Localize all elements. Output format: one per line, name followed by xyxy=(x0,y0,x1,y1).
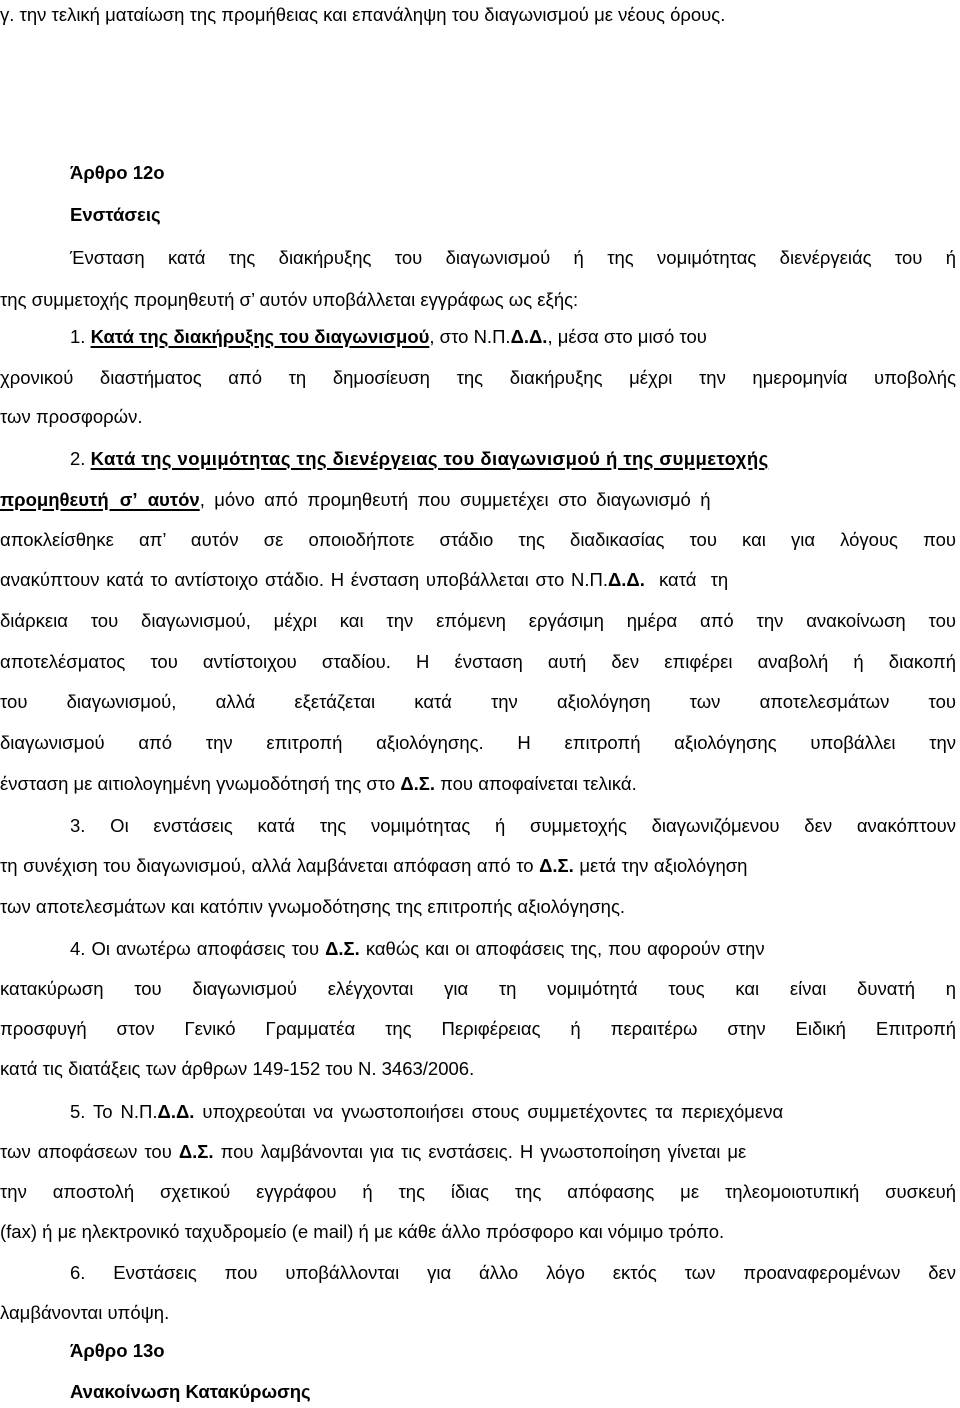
text-run: λαμβάνονται υπόψη. xyxy=(0,1302,170,1323)
abbreviation: Δ.Δ. xyxy=(607,569,645,590)
text-run: μετά την αξιολόγηση xyxy=(573,855,748,876)
heading-text: Άρθρο 12ο xyxy=(70,162,165,183)
text-run: υποχρεούται να γνωστοποιήσει στους συμμετέχοντες τα περιεχόμενα xyxy=(194,1101,784,1122)
text-line xyxy=(0,1298,900,1328)
paragraph-4-line xyxy=(70,934,960,964)
text-run: Ένσταση κατά της διακήρυξης του διαγωνισμού ή της νομιμότητας διενέργειάς του ή xyxy=(70,247,956,268)
text-run: των αποφάσεων του xyxy=(0,1141,179,1162)
text-line xyxy=(0,647,956,677)
abbreviation: Δ.Δ. xyxy=(510,326,548,347)
text-run: , μόνο από προμηθευτή που συμμετέχει στο διαγωνισμό ή xyxy=(199,489,711,510)
abbreviation: Δ.Δ. xyxy=(157,1101,195,1122)
text-run: χρονικού διαστήματος από τη δημοσίευση της διακήρυξης μέχρι την ημερομηνία υποβολής xyxy=(0,367,956,388)
text-line xyxy=(0,974,956,1004)
text-run: που λαμβάνονται για τις ενστάσεις. Η γνωστοποίηση γίνεται με xyxy=(213,1141,747,1162)
abbreviation: Δ.Σ. xyxy=(400,773,435,794)
text-line xyxy=(0,402,900,432)
text-run: ανακύπτουν κατά το αντίστοιχο στάδιο. Η ένσταση υποβάλλεται στο Ν.Π. xyxy=(0,569,608,590)
text-run: 4. Οι ανωτέρω αποφάσεις του xyxy=(70,938,326,959)
text-run: 5. Το Ν.Π. xyxy=(70,1101,158,1122)
text-run: 3. Οι ενστάσεις κατά της νομιμότητας ή συμμετοχής διαγωνιζόμενου δεν ανακόπτουν xyxy=(70,815,956,836)
article-13-title xyxy=(70,1377,670,1407)
text-line xyxy=(0,1217,960,1247)
text-line xyxy=(0,1137,960,1167)
heading-text: Άρθρο 13ο xyxy=(70,1340,165,1361)
emphasized-heading: Κατά της νομιμότητας της διενέργειας του διαγωνισμού ή της συμμετοχής xyxy=(90,448,769,469)
item-number: 1. xyxy=(70,326,91,347)
text-line xyxy=(0,565,960,595)
abbreviation: Δ.Σ. xyxy=(325,938,360,959)
text-run: διαγωνισμού από την επιτροπή αξιολόγησης. Η επιτροπή αξιολόγησης υποβάλλει την xyxy=(0,732,956,753)
heading-text: Ενστάσεις xyxy=(70,204,161,225)
text-run: της συμμετοχής προμηθευτή σ’ αυτόν υποβάλλεται εγγράφως ως εξής: xyxy=(0,289,579,310)
paragraph-5-line xyxy=(70,1097,960,1127)
paragraph-6-line xyxy=(70,1258,956,1288)
text-line xyxy=(0,285,900,315)
paragraph-3-line xyxy=(70,811,956,841)
article-12-number xyxy=(70,158,670,188)
text-run: καθώς και οι αποφάσεις της, που αφορούν στην xyxy=(359,938,765,959)
text-line xyxy=(0,485,960,515)
text-run: ένσταση με αιτιολογημένη γνωμοδότησή της στο xyxy=(0,773,401,794)
text-run: προσφυγή στον Γενικό Γραμματέα της Περιφέρειας ή περαιτέρω στην Ειδική Επιτροπή xyxy=(0,1018,956,1039)
text-run: τη συνέχιση του διαγωνισμού, αλλά λαμβάνεται απόφαση από το xyxy=(0,855,540,876)
text-run: αποτελέσματος του αντίστοιχου σταδίου. Η ένσταση αυτή δεν επιφέρει αναβολή ή διακοπή xyxy=(0,651,956,672)
heading-text: Ανακοίνωση Κατακύρωσης xyxy=(70,1381,311,1402)
text-line xyxy=(0,728,956,758)
text-line xyxy=(70,243,956,273)
abbreviation: Δ.Σ. xyxy=(178,1141,214,1162)
text-run: 6. Ενστάσεις που υποβάλλονται για άλλο λόγο εκτός των προαναφερομένων δεν xyxy=(70,1262,956,1283)
text-run: διάρκεια του διαγωνισμού, μέχρι και την επόμενη εργάσιμη ημέρα από την ανακοίνωση του xyxy=(0,610,956,631)
text-run: των αποτελεσμάτων και κατόπιν γνωμοδότησης της επιτροπής αξιολόγησης. xyxy=(0,896,625,917)
text-run: κατά τη xyxy=(644,569,729,590)
text-line xyxy=(0,687,956,717)
text-line xyxy=(0,363,956,393)
article-13-number xyxy=(70,1336,670,1366)
text-line xyxy=(0,606,956,636)
text-run: που αποφαίνεται τελικά. xyxy=(435,773,637,794)
emphasized-heading: προμηθευτή σ’ αυτόν xyxy=(0,489,200,510)
text-line xyxy=(0,1054,900,1084)
text-line xyxy=(0,892,900,922)
text-run: των προσφορών. xyxy=(0,406,143,427)
text-run: , στο Ν.Π. xyxy=(429,326,511,347)
text-line xyxy=(0,0,960,30)
text-run: την αποστολή σχετικού εγγράφου ή της ίδιας της απόφασης με τηλεομοιοτυπική συσκευή xyxy=(0,1181,956,1202)
text-line xyxy=(0,1014,956,1044)
item-number: 2. xyxy=(70,448,91,469)
paragraph-2-line xyxy=(70,444,960,474)
text-run: κατακύρωση του διαγωνισμού ελέγχονται για τη νομιμότητά τους και είναι δυνατή η xyxy=(0,978,956,999)
text-line xyxy=(0,525,956,555)
text-run: γ. την τελική ματαίωση της προμήθειας και επανάληψη του διαγωνισμού με νέους όρους. xyxy=(0,4,726,25)
text-line xyxy=(0,851,960,881)
text-run: του διαγωνισμού, αλλά εξετάζεται κατά την αξιολόγηση των αποτελεσμάτων του xyxy=(0,691,956,712)
text-run: , μέσα στο μισό του xyxy=(547,326,707,347)
abbreviation: Δ.Σ. xyxy=(539,855,574,876)
emphasized-heading: Κατά της διακήρυξης του διαγωνισμού xyxy=(90,326,430,347)
text-run: κατά τις διατάξεις των άρθρων 149-152 του Ν. 3463/2006. xyxy=(0,1058,475,1079)
text-run: αποκλείσθηκε απ’ αυτόν σε οποιοδήποτε στάδιο της διαδικασίας του και για λόγους που xyxy=(0,529,956,550)
article-12-title xyxy=(70,200,670,230)
paragraph-1-line xyxy=(70,322,960,352)
text-line xyxy=(0,769,900,799)
text-line xyxy=(0,1177,956,1207)
text-run: (fax) ή με ηλεκτρονικό ταχυδρομείο (e mail) ή με κάθε άλλο πρόσφορο και νόμιμο τρόπο. xyxy=(0,1221,725,1242)
